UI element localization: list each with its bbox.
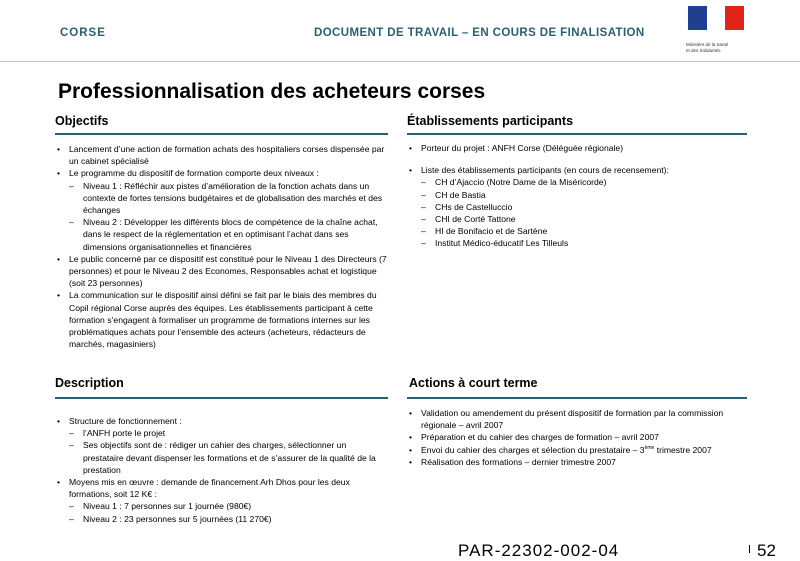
list-item-text: Structure de fonctionnement : <box>69 416 182 426</box>
list-item <box>55 415 388 427</box>
sub-list-item <box>55 180 388 217</box>
ministry-logo <box>686 6 746 58</box>
list-item-text: CHs de Castelluccio <box>435 201 513 212</box>
list-item-text: Porteur du projet : ANFH Corse (Déléguée régionale) <box>421 143 624 153</box>
actions-heading: Actions à court terme <box>409 376 538 390</box>
list-item-text: Validation ou amendement du présent dispositif de formation par la commission régionale – avril 2007 <box>421 408 724 431</box>
list-item-text: Niveau 2 : 23 personnes sur 5 journées (11 270€) <box>83 513 272 524</box>
list-item-text: Ses objectifs sont de : rédiger un cahier des charges, sélectionner un prestataire devant dispenser les formations et de s’assurer de la qualité de la prestation <box>83 440 376 475</box>
etablissements-content <box>407 142 747 250</box>
header-divider <box>0 61 800 62</box>
sub-list-item <box>55 500 388 512</box>
page-number: 52 <box>757 541 776 560</box>
objectifs-rule <box>55 133 388 135</box>
french-flag-icon <box>688 6 744 30</box>
list-item <box>55 289 388 350</box>
list-item-text: Préparation et du cahier des charges de formation – avril 2007 <box>421 432 659 443</box>
sub-list-item <box>55 427 388 439</box>
list-item-text: CHI de Corté Tattone <box>435 214 516 225</box>
list-item-text: CH de Bastia <box>435 189 486 200</box>
description-heading: Description <box>55 376 124 390</box>
sub-list-item <box>407 176 747 188</box>
description-list <box>55 415 388 525</box>
description-rule <box>55 397 388 399</box>
sub-list-item <box>407 213 747 225</box>
list-spacer <box>407 154 747 164</box>
etablissements-list <box>407 142 747 250</box>
list-item-text: La communication sur le dispositif ainsi défini se fait par le biais des membres du Copil régional Corse auprès des équipes. Les établissements participant à cette formation s’engagent à formaliser un programme de formations internes sur les problématiques achats pour l’ensemble des acteurs (acheteurs, rédacteurs de marchés, magasiniers) <box>69 290 377 350</box>
objectifs-content <box>55 143 388 350</box>
list-item-text: l’ANFH porte le projet <box>83 428 166 439</box>
list-item <box>407 164 747 176</box>
list-item-text-end: trimestre 2007 <box>654 444 712 455</box>
list-item-text: Moyens mis en œuvre : demande de financement Arh Dhos pour les deux formations, soit 12 K€ : <box>69 477 350 500</box>
sub-list-item <box>55 513 388 525</box>
description-content <box>55 415 388 525</box>
list-item <box>55 253 388 290</box>
list-item <box>407 142 747 154</box>
list-item-text: HI de Bonifacio et de Sartène <box>435 226 548 237</box>
list-item <box>407 407 747 431</box>
etablissements-rule <box>407 133 747 135</box>
list-item <box>407 431 747 443</box>
sub-list-item <box>407 237 747 249</box>
list-item-text: CH d’Ajaccio (Notre Dame de la Miséricorde) <box>435 177 607 188</box>
list-item-text: Le programme du dispositif de formation comporte deux niveaux : <box>69 168 319 179</box>
list-item <box>55 476 388 500</box>
list-item-text: Réalisation des formations – dernier trimestre 2007 <box>421 456 616 467</box>
header-region-label: CORSE <box>60 27 106 39</box>
list-item-text: Envoi du cahier des charges et sélection du prestataire – 3 <box>421 444 645 455</box>
list-item-text: Niveau 1 : 7 personnes sur 1 journée (980€) <box>83 501 252 512</box>
list-item <box>55 167 388 179</box>
list-item <box>407 456 747 468</box>
actions-rule <box>407 397 747 399</box>
list-item-text: Niveau 1 : Réfléchir aux pistes d’amélioration de la fonction achats dans un contexte de fortes tensions budgétaires et de globalisation des marchés et des échanges <box>83 180 383 216</box>
sub-list-item <box>55 439 388 476</box>
footer-separator <box>749 545 750 553</box>
list-item-text: Liste des établissements participants (en cours de recensement): <box>421 165 669 176</box>
logo-caption-line-2: et des Solidarités <box>686 48 721 53</box>
list-item-text: Le public concerné par ce dispositif est constitué pour le Niveau 1 des Directeurs (7 personnes) et pour le Niveau 2 des Economes, Responsables achat et logistique (soit 23 personnes) <box>69 253 387 289</box>
list-item <box>55 143 388 167</box>
list-item <box>407 444 747 456</box>
list-item-text: Niveau 2 : Développer les différents blocs de compétence de la chaîne achat, dans le respect de la réglementation et en optimisant l’achat dans ses dimensions organisationnelles et financières <box>83 217 378 252</box>
page-title: Professionnalisation des acheteurs corses <box>58 80 486 103</box>
list-item-text: Institut Médico-éducatif Les Tilleuls <box>435 238 569 249</box>
sub-list-item <box>407 225 747 237</box>
sub-list-item <box>407 201 747 213</box>
logo-caption-line-1: Ministère de la Santé <box>686 42 729 47</box>
sub-list-item <box>407 189 747 201</box>
actions-list <box>407 407 747 468</box>
objectifs-heading: Objectifs <box>55 114 109 128</box>
header-document-status: DOCUMENT DE TRAVAIL – EN COURS DE FINALISATION <box>314 27 645 39</box>
actions-content <box>407 407 747 468</box>
sub-list-item <box>55 216 388 253</box>
etablissements-heading: Établissements participants <box>407 114 574 128</box>
list-item-text: Lancement d’une action de formation achats des hospitaliers corses dispensée par un cabinet spécialisé <box>69 144 385 167</box>
superscript: ème <box>644 444 655 451</box>
page-header <box>0 0 800 60</box>
objectifs-list <box>55 143 388 350</box>
document-id: PAR-22302-002-04 <box>458 541 620 560</box>
